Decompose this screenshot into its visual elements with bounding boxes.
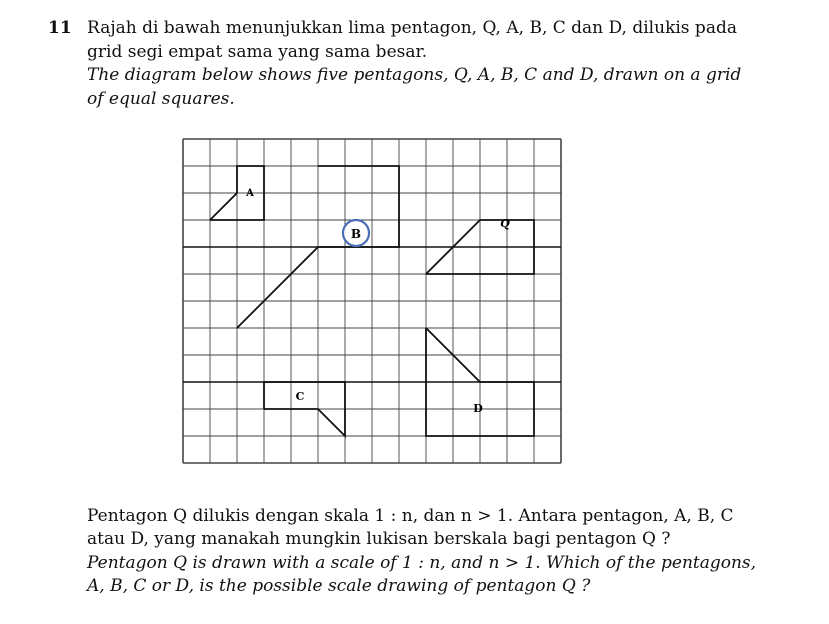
body-malay-line-1: Pentagon Q dilukis dengan skala 1 : n, dan n > 1. Antara pentagon, A, B, C xyxy=(87,506,734,526)
body-english-line-2: A, B, C or D, is the possible scale drawing of pentagon Q ? xyxy=(87,576,591,596)
label-c: C xyxy=(295,390,305,403)
label-b: B xyxy=(350,227,362,241)
body-english-line-1: Pentagon Q is drawn with a scale of 1 : n, and n > 1. Which of the pentagons, xyxy=(87,553,757,573)
intro-malay-line-1: Rajah di bawah menunjukkan lima pentagon, Q, A, B, C dan D, dilukis pada xyxy=(87,18,737,38)
label-a: A xyxy=(246,188,254,199)
question-number: 11 xyxy=(48,18,72,38)
intro-malay-line-2: grid segi empat sama yang sama besar. xyxy=(87,42,428,62)
label-q: Q xyxy=(500,217,510,230)
square-grid xyxy=(183,139,561,463)
intro-english-line-2: of equal squares. xyxy=(87,89,235,109)
body-malay-line-2: atau D, yang manakah mungkin lukisan berskala bagi pentagon Q ? xyxy=(87,529,671,549)
label-d: D xyxy=(473,402,483,415)
intro-english-line-1: The diagram below shows five pentagons, Q, A, B, C and D, drawn on a grid xyxy=(87,65,742,85)
